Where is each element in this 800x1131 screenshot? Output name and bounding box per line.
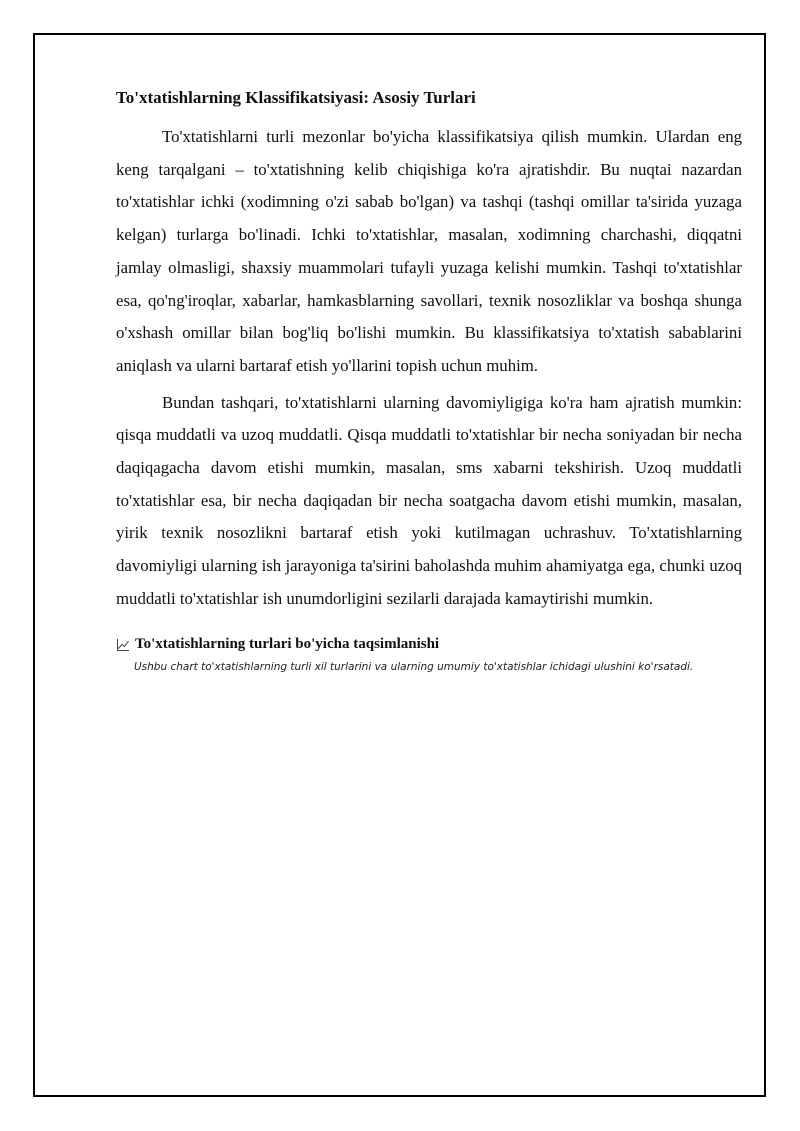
document-title: To'xtatishlarning Klassifikatsiyasi: Asosiy Turlari — [116, 88, 476, 107]
paragraph-classification-origin: To'xtatishlarni turli mezonlar bo'yicha klassifikatsiya qilish mumkin. Ulardan eng keng tarqalgani – to'xtatishning kelib chiqishiga ko'ra ajratishdir. Bu nuqtai nazardan to'xtatishlar ichki (xodimning o'zi sabab bo'lgan) va tashqi (tashqi omillar ta'sirida yuzaga kelgan) turlarga bo'linadi. Ichki to'xtatishlar, masalan, xodimning charchashi, diqqatni jamlay olmasligi, shaxsiy muammolari tufayli yuzaga kelishi mumkin. Tashqi to'xtatishlar esa, qo'ng'iroqlar, xabarlar, hamkasblarning savollari, texnik nosozliklar va boshqa shunga o'xshash omillar bilan bog'liq bo'lishi mumkin. Bu klassifikatsiya to'xtatish sabablarini aniqlash va ularni bartaraf etish yo'llarini topish uchun muhim. — [116, 127, 742, 375]
chart-section-subtitle: Ushbu chart to'xtatishlarning turli xil turlarini va ularning umumiy to'xtatishlar ichidagi ulushini ko'rsatadi. — [134, 660, 694, 673]
paragraph-classification-duration: Bundan tashqari, to'xtatishlarni ularning davomiyligiga ko'ra ham ajratish mumkin: qisqa muddatli va uzoq muddatli. Qisqa muddatli to'xtatishlar bir necha soniyadan bir necha daqiqagacha davom etishi mumkin, masalan, sms xabarni tekshirish. Uzoq muddatli to'xtatishlar esa, bir necha daqiqadan bir necha soatgacha davom etishi mumkin, masalan, yirik texnik nosozlikni bartaraf etish yoki kutilmagan uchrashuv. To'xtatishlarning davomiyligi ularning ish jarayoniga ta'sirini baholashda muhim ahamiyatga ega, chunki uzoq muddatli to'xtatishlar ish unumdorligini sezilarli darajada kamaytirishi mumkin. — [116, 392, 742, 608]
chart-section-title: To'xtatishlarning turlari bo'yicha taqsimlanishi — [135, 635, 440, 652]
document-body — [116, 86, 742, 675]
chart-section-header — [116, 634, 742, 654]
chart-increasing-icon — [116, 638, 130, 652]
